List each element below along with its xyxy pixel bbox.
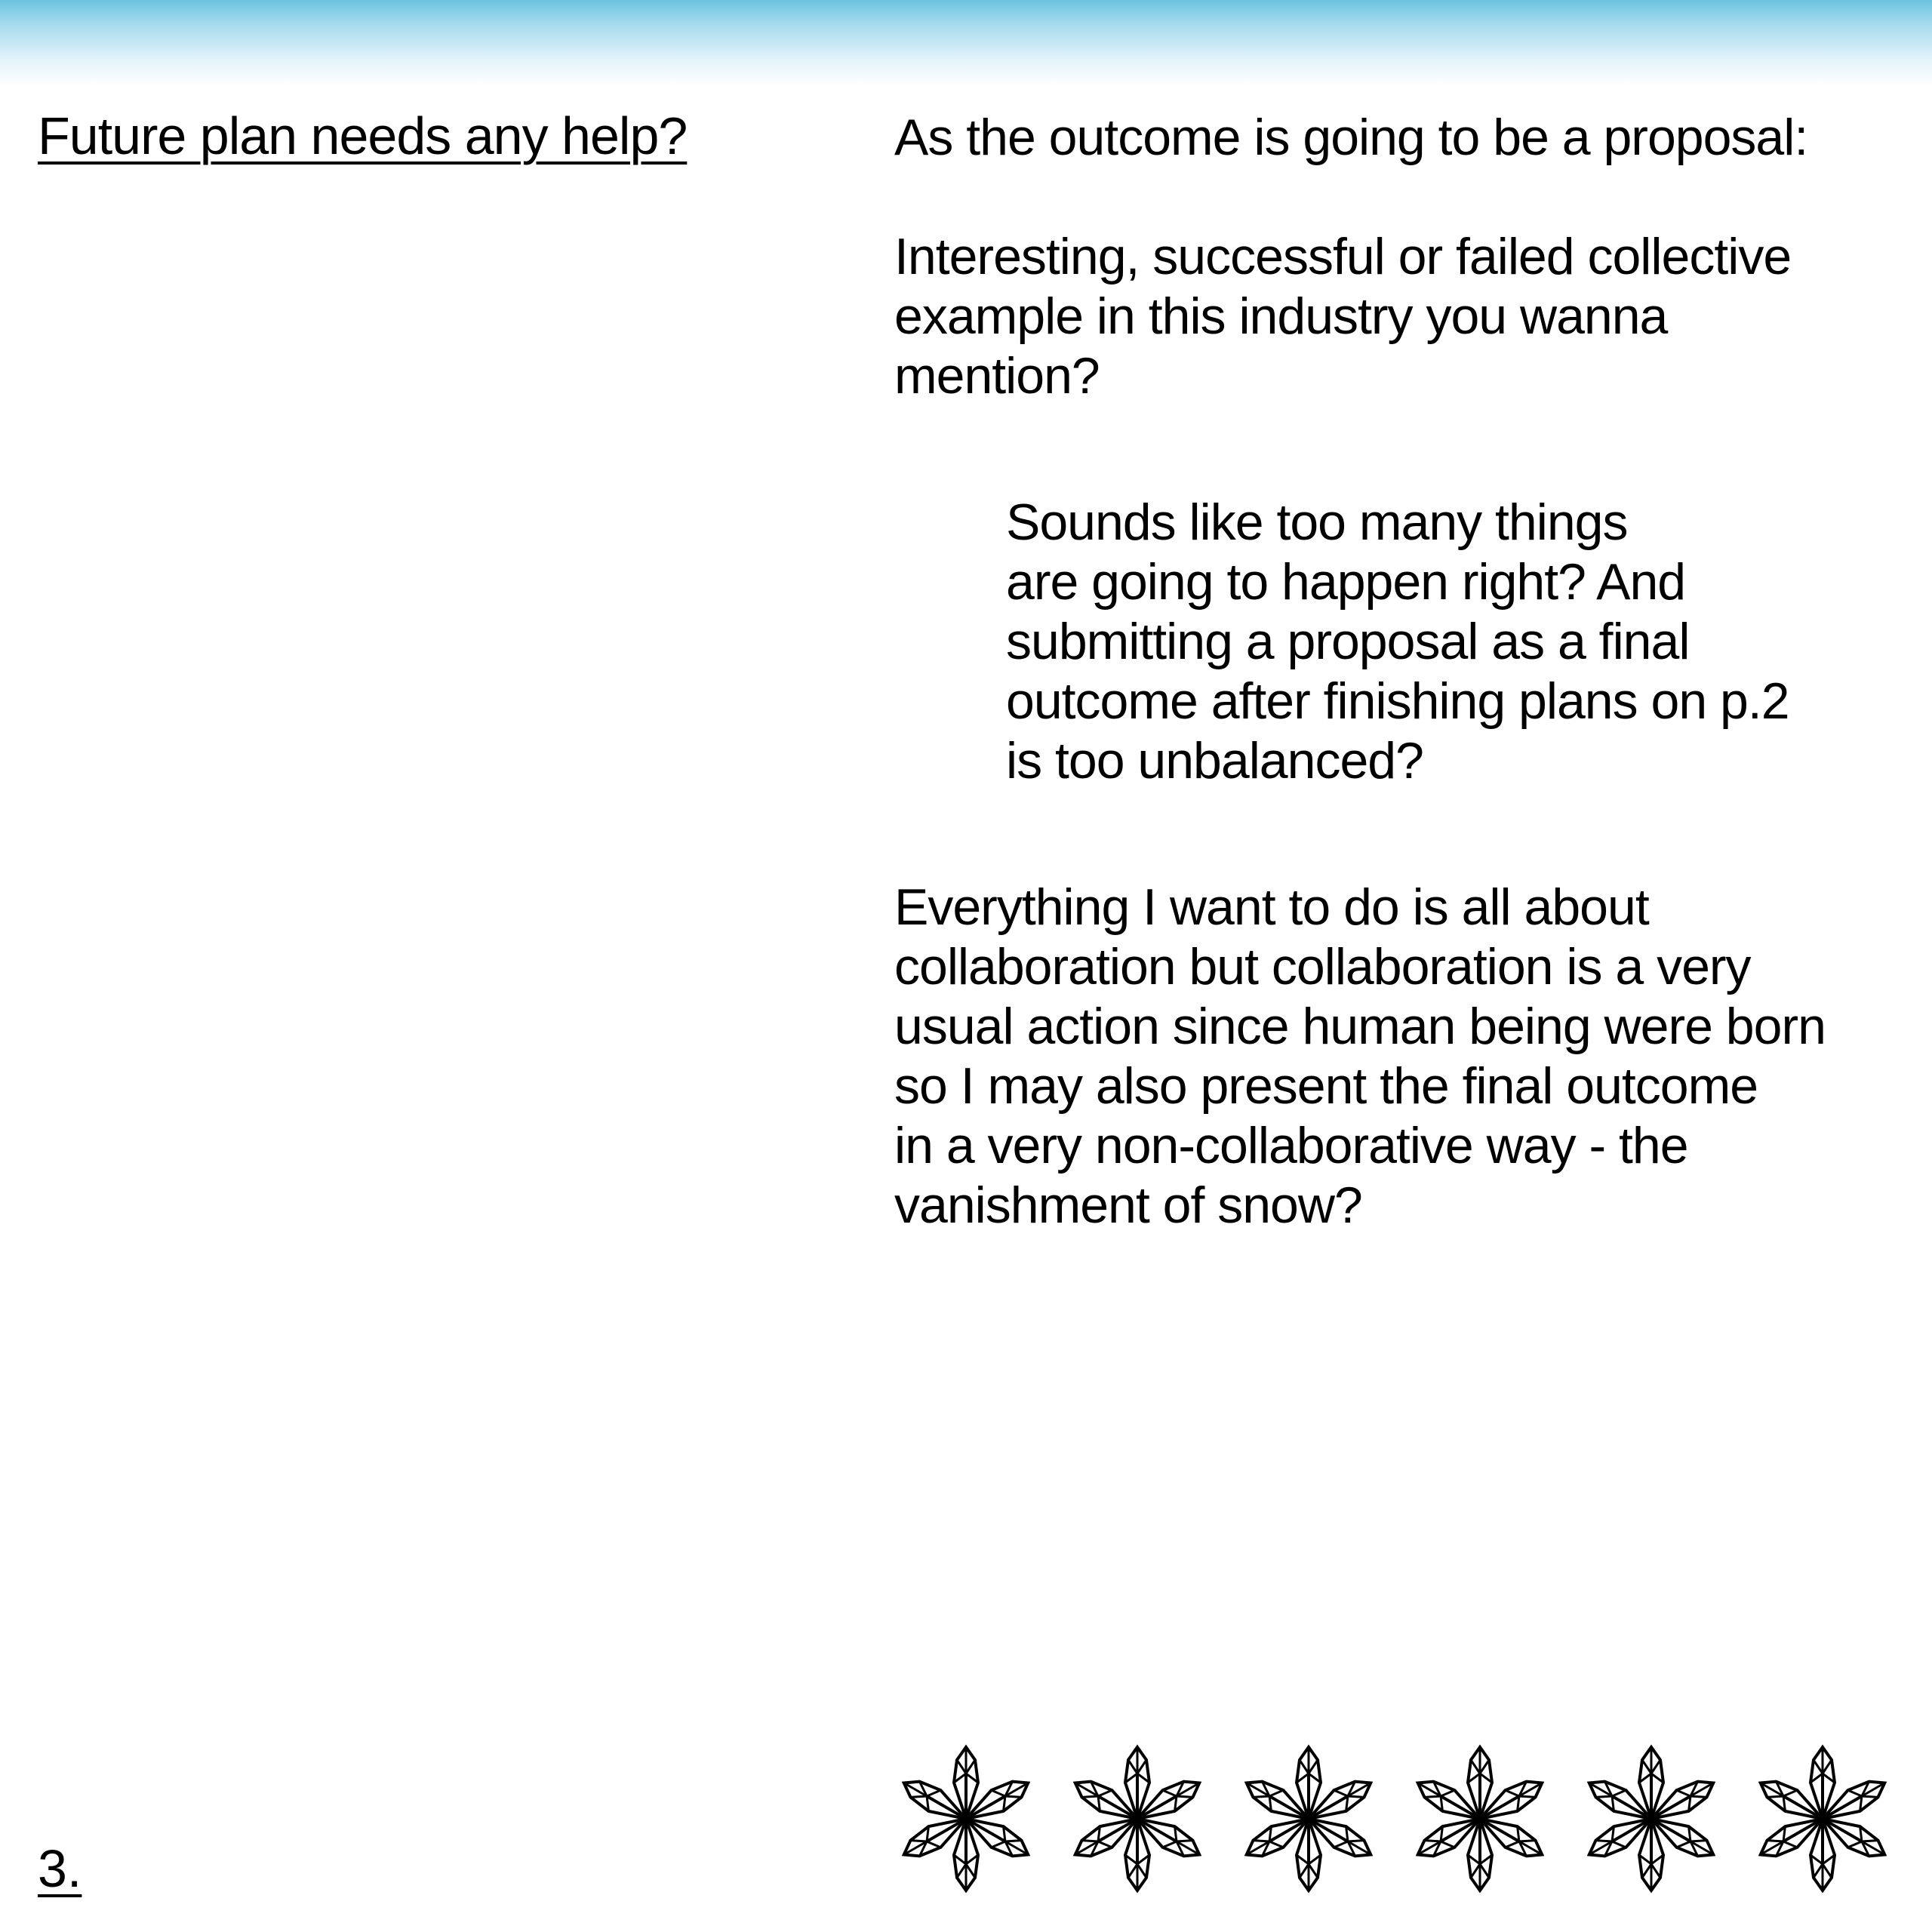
paragraph-collective-example: Interesting, successful or failed collective example in this industry you wanna mention? [894,228,1792,405]
snowflake-icon [1412,1747,1549,1890]
snowflake-icon [898,1747,1034,1890]
paragraph-collaboration: Everything I want to do is all about collaboration but collaboration is a very usual action since human being were born so I may also present the final outcome in a very non-collaborative way - the vanishment of snow? [894,878,1826,1234]
snowflake-icon [1069,1747,1206,1890]
paragraph-indented-question: Sounds like too many things are going to happen right? And submitting a proposal as a final outcome after finishing plans on p.2 is too unbalanced? [1006,494,1789,789]
snowflake-row [898,1743,1894,1894]
right-column [894,108,1913,1235]
snowflake-icon [1755,1747,1891,1890]
paragraph-proposal: As the outcome is going to be a proposal: [894,109,1808,166]
top-gradient-band [0,0,1932,87]
snowflake-icon [1583,1747,1720,1890]
page-number: 3. [38,1839,82,1898]
page-heading: Future plan needs any help? [38,106,688,165]
snowflake-row-svg [898,1743,1894,1894]
snowflake-icon [1241,1747,1377,1890]
